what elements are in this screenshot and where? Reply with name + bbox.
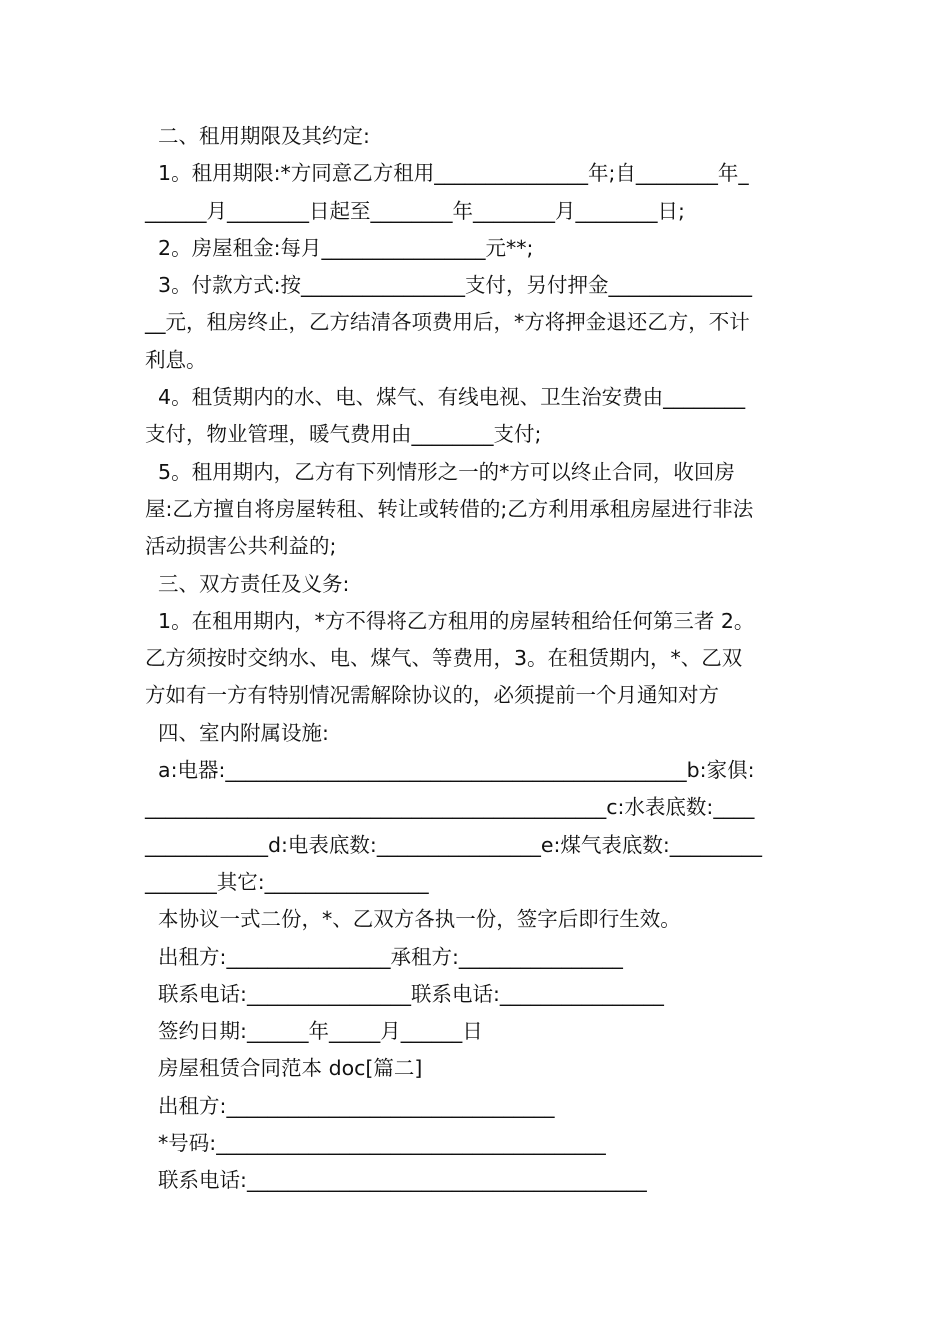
clause-2-3-line-2: __元，租房终止，乙方结清各项费用后，*方将押金退还乙方，不计 [145, 310, 750, 335]
lessor-field: 出租方:________________________________ [145, 1093, 555, 1118]
id-number-field: *号码:______________________________________ [145, 1131, 606, 1156]
clause-2-1-line-2: ______月________日起至________年________月________日; [145, 198, 685, 223]
clause-2-2: 2。房屋租金:每月________________元**; [145, 235, 534, 260]
clause-3-line-1: 1。在租用期内，*方不得将乙方租用的房屋转租给任何第三者 2。 [145, 608, 755, 633]
facilities-line-3: ____________d:电表底数:________________e:煤气表底数:_________ [145, 832, 763, 857]
contact-phone-line: 联系电话:________________联系电话:________________ [145, 981, 664, 1006]
clause-2-3-line-1: 3。付款方式:按________________支付，另付押金______________ [145, 273, 752, 298]
parties-signature-line: 出租方:________________承租方:________________ [145, 944, 623, 969]
clause-3-line-2: 乙方须按时交纳水、电、煤气、等费用，3。在租赁期内，*、乙双 [145, 646, 743, 671]
facilities-line-4: _______其它:________________ [145, 869, 429, 894]
facilities-line-2: _____________________________________________c:水表底数:____ [145, 795, 755, 820]
clause-2-5-line-3: 活动损害公共利益的; [145, 534, 337, 559]
phone-field: 联系电话:_______________________________________ [145, 1168, 647, 1193]
section-4-heading: 四、室内附属设施: [145, 720, 329, 745]
facilities-line-1: a:电器:_____________________________________________b:家俱: [145, 758, 755, 783]
clause-2-5-line-2: 屋:乙方擅自将房屋转租、转让或转借的;乙方利用承租房屋进行非法 [145, 496, 754, 521]
agreement-copies-note: 本协议一式二份，*、乙双方各执一份，签字后即行生效。 [145, 907, 681, 932]
clause-2-3-line-3: 利息。 [145, 347, 207, 372]
section-2-heading: 二、租用期限及其约定: [145, 124, 370, 148]
clause-2-4-line-2: 支付，物业管理，暖气费用由________支付; [145, 422, 542, 447]
second-template-title: 房屋租赁合同范本 doc[篇二] [145, 1056, 423, 1081]
clause-3-line-3: 方如有一方有特别情况需解除协议的，必须提前一个月通知对方 [145, 683, 719, 708]
signing-date-line: 签约日期:______年_____月______日 [145, 1019, 483, 1044]
section-3-heading: 三、双方责任及义务: [145, 571, 350, 596]
clause-2-1-line-1: 1。租用期限:*方同意乙方租用_______________年;自________年_ [145, 161, 749, 186]
clause-2-5-line-1: 5。租用期内，乙方有下列情形之一的*方可以终止合同，收回房 [145, 459, 735, 484]
clause-2-4-line-1: 4。租赁期内的水、电、煤气、有线电视、卫生治安费由________ [145, 385, 746, 410]
contract-body [145, 118, 810, 1200]
